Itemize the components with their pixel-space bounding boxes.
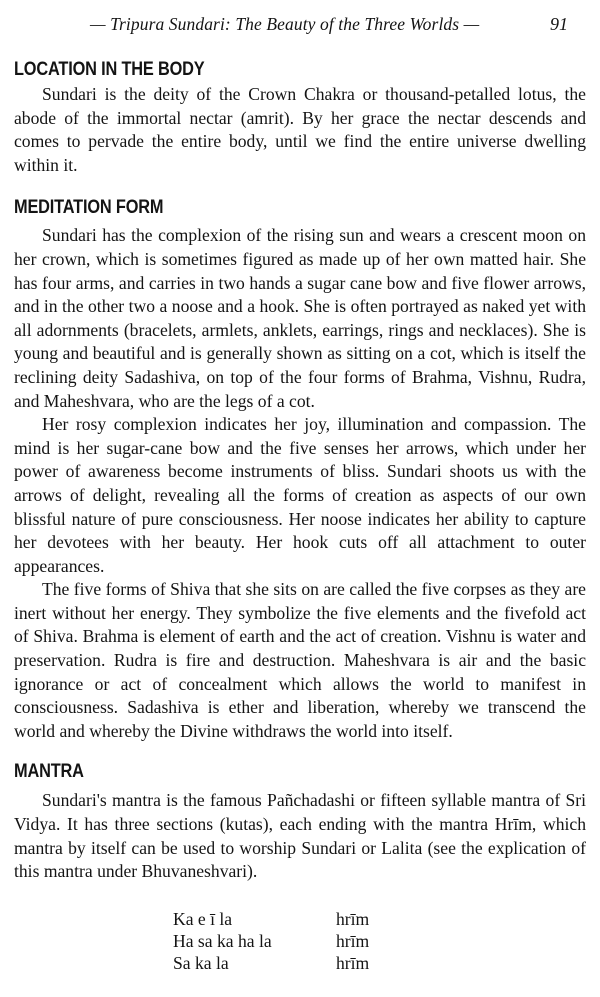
- mantra-syllables: Sa ka la: [173, 952, 229, 973]
- paragraph: Sundari has the complexion of the rising sun and wears a crescent moon on her crown, which is sometimes figured as made up of her own matted hair. She has four arms, and carries in two hands a sugar cane bow and five flower arrows, and in the other two a noose and a hook. She is often portrayed as naked yet with all adornments (bracelets, armlets, anklets, earrings, rings and necklaces). She is young and beautiful and is generally shown as sitting on a cot, which is itself the reclining deity Sadashiva, on top of the four forms of Brahma, Vishnu, Rudra, and Maheshvara, who are the legs of a cot.: [14, 225, 586, 411]
- mantra-syllables: Ha sa ka ha la: [173, 930, 272, 951]
- section-heading: LOCATION IN THE BODY: [14, 59, 205, 80]
- mantra-lines: [173, 908, 586, 974]
- mantra-line: [173, 930, 586, 952]
- mantra-line: [173, 908, 586, 930]
- section-meditation-form: [14, 196, 586, 743]
- running-title: — Tripura Sundari: The Beauty of the Three Worlds —: [90, 14, 480, 34]
- paragraph: Sundari is the deity of the Crown Chakra or thousand-petalled lotus, the abode of the immortal nectar (amrit). By her grace the nectar descends and comes to pervade the entire body, until we find the entire universe dwelling within it.: [14, 84, 586, 175]
- running-header: [14, 14, 586, 44]
- mantra-syllables: Ka e ī la: [173, 908, 233, 929]
- paragraph: Sundari's mantra is the famous Pañchadashi or fifteen syllable mantra of Sri Vidya. It has three sections (kutas), each ending with the mantra Hrīm, which mantra by itself can be used to worship Sundari or Lalita (see the explication of this mantra under Bhuvaneshvari).: [14, 790, 586, 882]
- paragraph: The five forms of Shiva that she sits on are called the five corpses as they are inert without her energy. They symbolize the five elements and the fivefold act of Shiva. Brahma is element of earth and the act of creation. Vishnu is water and preservation. Rudra is fire and destruction. Maheshvara is air and the basic ignorance or act of concealment which allows the world to manifest in consciousness. Sadashiva is ether and liberation, whereby we transcend the world and whereby the Divine withdraws the world into itself.: [14, 579, 586, 741]
- paragraph: Her rosy complexion indicates her joy, illumination and compassion. The mind is her sugar-cane bow and the five senses her arrows, which under her power of awareness become instruments of bliss. Sundari shoots us with the arrows of delight, revealing all the forms of creation as aspects of our own blissful nature of pure consciousness. Her noose indicates her ability to capture her devotees with her beauty. Her hook cuts off all attachment to outer appearances.: [14, 414, 586, 576]
- section-mantra: [14, 760, 586, 883]
- section-heading: MANTRA: [14, 761, 84, 783]
- section-location-in-the-body: [14, 58, 586, 177]
- page-number: 91: [550, 14, 568, 34]
- section-heading: MEDITATION FORM: [14, 197, 164, 219]
- mantra-line: [173, 952, 586, 974]
- mantra-ending: hrīm: [336, 952, 370, 973]
- mantra-ending: hrīm: [336, 930, 370, 951]
- mantra-ending: hrīm: [336, 908, 370, 929]
